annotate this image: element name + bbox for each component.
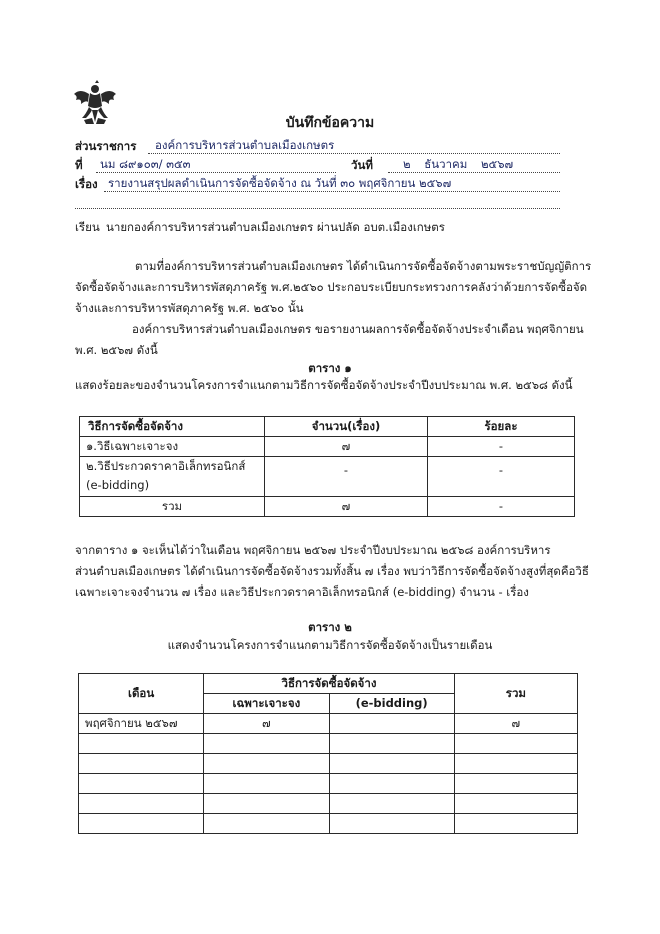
to-label: เรียน — [75, 220, 100, 234]
table-2-header-total: รวม — [454, 674, 577, 714]
table-2-cell-ebidding — [329, 774, 454, 794]
table-2-cell-ebidding — [329, 754, 454, 774]
table-2-cell-total — [454, 734, 577, 754]
table-row — [80, 437, 575, 457]
table-row — [79, 774, 578, 794]
table-1-header-percent: ร้อยละ — [428, 417, 575, 437]
table-2-subheader-specific: เฉพาะเจาะจง — [204, 694, 329, 714]
table-2-description: แสดงจำนวนโครงการจำแนกตามวิธีการจัดซื้อจัดจ้างเป็นรายเดือน — [167, 638, 493, 652]
table-2-header-row — [79, 674, 578, 694]
subject-label: เรื่อง — [75, 177, 98, 191]
department-label: ส่วนราชการ — [75, 139, 137, 153]
table-1-total-count: ๗ — [265, 497, 428, 517]
table-1-cell-count: - — [265, 457, 428, 497]
table-2-cell-specific — [204, 794, 329, 814]
date-value: ๒ ธันวาคม ๒๕๖๗ — [403, 157, 514, 171]
table-1-header-method: วิธีการจัดซื้อจัดจ้าง — [80, 417, 265, 437]
table-1-total-row — [80, 497, 575, 517]
table-2-cell-month — [79, 774, 204, 794]
table-row — [79, 794, 578, 814]
department-dotted-line — [148, 153, 560, 154]
reference-dotted-line — [96, 172, 336, 173]
table-2-cell-ebidding — [329, 714, 454, 734]
table-2-header-month: เดือน — [79, 674, 204, 714]
paragraph-2-line-1: องค์การบริหารส่วนตำบลเมืองเกษตร ขอรายงานผลการจัดซื้อจัดจ้างประจำเดือน พฤศจิกายน — [132, 322, 584, 336]
table-2-cell-month — [79, 754, 204, 774]
table-1-cell-method: ๑.วิธีเฉพาะเจาะจง — [80, 437, 265, 457]
table-row — [79, 714, 578, 734]
memo-title: บันทึกข้อความ — [285, 115, 375, 131]
table-2-cell-total: ๗ — [454, 714, 577, 734]
table-2-cell-specific — [204, 774, 329, 794]
table-1 — [79, 416, 575, 517]
table-1-header-count: จำนวน(เรื่อง) — [265, 417, 428, 437]
department-value: องค์การบริหารส่วนตำบลเมืองเกษตร — [155, 138, 335, 152]
table-1-total-percent: - — [428, 497, 575, 517]
paragraph-1-line-2: จัดซื้อจัดจ้างและการบริหารพัสดุภาครัฐ พ.ศ.๒๕๖๐ ประกอบระเบียบกระทรวงการคลังว่าด้วยการจัดซื้อจัด — [75, 280, 588, 294]
table-1-caption: ตาราง ๑ — [308, 361, 352, 375]
table-2-cell-month: พฤศจิกายน ๒๕๖๗ — [79, 714, 204, 734]
table-2-cell-ebidding — [329, 794, 454, 814]
table-2-cell-month — [79, 734, 204, 754]
paragraph-3-line-3: เฉพาะเจาะจงจำนวน ๗ เรื่อง และวิธีประกวดราคาอิเล็กทรอนิกส์ (e-bidding) จำนวน - เรื่อง — [75, 585, 529, 599]
subject-value: รายงานสรุปผลดำเนินการจัดซื้อจัดจ้าง ณ วันที่ ๓๐ พฤศจิกายน ๒๕๖๗ — [108, 176, 452, 190]
table-1-cell-method — [80, 457, 265, 497]
table-2-cell-ebidding — [329, 814, 454, 834]
paragraph-2-line-2: พ.ศ. ๒๕๖๗ ดังนี้ — [75, 343, 158, 357]
table-row — [79, 754, 578, 774]
table-2-cell-specific — [204, 734, 329, 754]
table-row — [79, 814, 578, 834]
subject-dotted-line — [104, 191, 560, 192]
table-2-cell-total — [454, 774, 577, 794]
table-1-header-row — [80, 417, 575, 437]
table-1-cell-percent: - — [428, 457, 575, 497]
table-row — [80, 457, 575, 497]
table-2-cell-month — [79, 794, 204, 814]
subject-dotted-line-2 — [75, 208, 560, 209]
table-1-cell-percent: - — [428, 437, 575, 457]
table-1-cell-method-line-1: ๒.วิธีประกวดราคาอิเล็กทรอนิกส์ — [86, 459, 246, 473]
table-1-cell-method-line-2: (e-bidding) — [86, 478, 150, 492]
table-2-cell-specific — [204, 754, 329, 774]
paragraph-3-line-2: ส่วนตำบลเมืองเกษตร ได้ดำเนินการจัดซื้อจัดจ้างรวมทั้งสิ้น ๗ เรื่อง พบว่าวิธีการจัดซื้อจัดจ้างสูงที่สุดคือวิธี — [75, 564, 589, 578]
paragraph-1-line-3: จ้างและการบริหารพัสดุภาครัฐ พ.ศ. ๒๕๖๐ นั้น — [75, 301, 304, 315]
reference-label: ที่ — [75, 158, 83, 172]
table-1-cell-count: ๗ — [265, 437, 428, 457]
table-row — [79, 734, 578, 754]
to-value: นายกองค์การบริหารส่วนตำบลเมืองเกษตร ผ่านปลัด อบต.เมืองเกษตร — [106, 220, 445, 234]
table-2-subheader-ebidding: (e-bidding) — [329, 694, 454, 714]
paragraph-3-line-1: จากตาราง ๑ จะเห็นได้ว่าในเดือน พฤศจิกายน ๒๕๖๗ ประจำปีงบประมาณ ๒๕๖๘ องค์การบริหาร — [75, 543, 551, 557]
reference-value: นม ๘๙๑๐๓/ ๓๕๓ — [100, 157, 191, 171]
date-dotted-line — [388, 172, 560, 173]
table-1-total-label: รวม — [80, 497, 265, 517]
table-2-cell-month — [79, 814, 204, 834]
table-2 — [78, 673, 578, 834]
table-2-cell-total — [454, 814, 577, 834]
paragraph-1-line-1: ตามที่องค์การบริหารส่วนตำบลเมืองเกษตร ได้ดำเนินการจัดซื้อจัดจ้างตามพระราชบัญญัติการ — [135, 259, 592, 273]
table-2-cell-specific: ๗ — [204, 714, 329, 734]
table-2-cell-ebidding — [329, 734, 454, 754]
table-2-cell-total — [454, 794, 577, 814]
table-2-cell-total — [454, 754, 577, 774]
table-2-caption: ตาราง ๒ — [308, 620, 352, 634]
table-2-header-method: วิธีการจัดซื้อจัดจ้าง — [204, 674, 455, 694]
table-2-cell-specific — [204, 814, 329, 834]
date-label: วันที่ — [351, 158, 373, 172]
table-1-description: แสดงร้อยละของจำนวนโครงการจำแนกตามวิธีการจัดซื้อจัดจ้างประจำปีงบประมาณ พ.ศ. ๒๕๖๘ ดังนี้ — [75, 378, 573, 392]
